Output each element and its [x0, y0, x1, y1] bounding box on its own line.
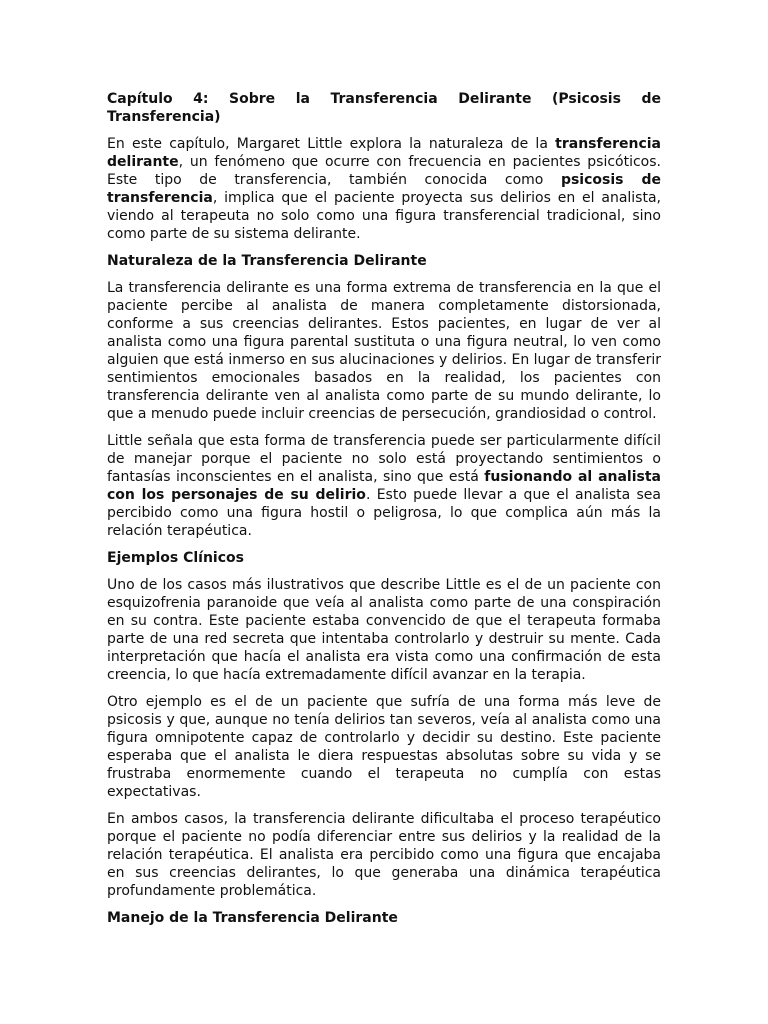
naturaleza-p2-text-2: . Esto puede llevar a que el analista sea percibido como una figura hostil o peligrosa, lo que complica aún más la relación terapéutica. [107, 487, 662, 539]
ejemplos-paragraph-2: Otro ejemplo es el de un paciente que sufría de una forma más leve de psicosis y que, aunque no tenía delirios tan severos, veía al analista como una figura omnipotente capaz de controlarlo y decidir su destino. Este paciente esperaba que el analista le diera respuestas absolutas sobre su vida y se frustraba enormemente cuando el terapeuta no cumplía con estas expectativas. [107, 694, 661, 800]
section-heading-naturaleza: Naturaleza de la Transferencia Delirante [107, 253, 427, 269]
chapter-title: Capítulo 4: Sobre la Transferencia Delirante (Psicosis de Transferencia) [107, 91, 661, 125]
naturaleza-paragraph-2 [107, 432, 661, 540]
naturaleza-p2-bold: fusionando al analista con los personajes de su delirio [107, 469, 661, 503]
ejemplos-paragraph-1: Uno de los casos más ilustrativos que describe Little es el de un paciente con esquizofrenia paranoide que veía al analista como parte de una conspiración en su contra. Este paciente estaba convencido de que el terapeuta formaba parte de una red secreta que intentaba controlarlo y destruir su mente. Cada interpretación que hacía el analista era vista como una confirmación de esta creencia, lo que hacía extremadamente difícil avanzar en la terapia. [107, 577, 661, 683]
intro-bold-1: transferencia delirante [107, 136, 661, 170]
intro-text-3: , implica que el paciente proyecta sus delirios en el analista, viendo al terapeuta no solo como una figura transferencial tradicional, sino como parte de su sistema delirante. [107, 190, 661, 242]
section-heading-ejemplos: Ejemplos Clínicos [107, 550, 244, 566]
naturaleza-paragraph-1: La transferencia delirante es una forma extrema de transferencia en la que el paciente percibe al analista de manera completamente distorsionada, conforme a sus creencias delirantes. Estos pacientes, en lugar de ver al analista como una figura parental sustituta o una figura neutral, lo ven como alguien que está inmerso en sus alucinaciones y delirios. En lugar de transferir sentimientos emocionales basados en la realidad, los pacientes con transferencia delirante ven al analista como parte de su mundo delirante, lo que a menudo puede incluir creencias de persecución, grandiosidad o control. [107, 280, 661, 422]
document-page [107, 90, 661, 936]
section-heading-manejo: Manejo de la Transferencia Delirante [107, 910, 398, 926]
naturaleza-p2-text-1: Little señala que esta forma de transferencia puede ser particularmente difícil de manejar porque el paciente no solo está proyectando sentimientos o fantasías inconscientes en el analista, sino que está [107, 433, 661, 485]
intro-bold-2: psicosis de transferencia [107, 172, 661, 206]
intro-text-1: En este capítulo, Margaret Little explora la naturaleza de la [107, 136, 556, 152]
intro-paragraph [107, 135, 661, 243]
ejemplos-paragraph-3: En ambos casos, la transferencia delirante dificultaba el proceso terapéutico porque el paciente no podía diferenciar entre sus delirios y la realidad de la relación terapéutica. El analista era percibido como una figura que encajaba en sus creencias delirantes, lo que generaba una dinámica terapéutica profundamente problemática. [107, 811, 661, 899]
intro-text-2: , un fenómeno que ocurre con frecuencia en pacientes psicóticos. Este tipo de transferencia, también conocida como [107, 154, 661, 188]
